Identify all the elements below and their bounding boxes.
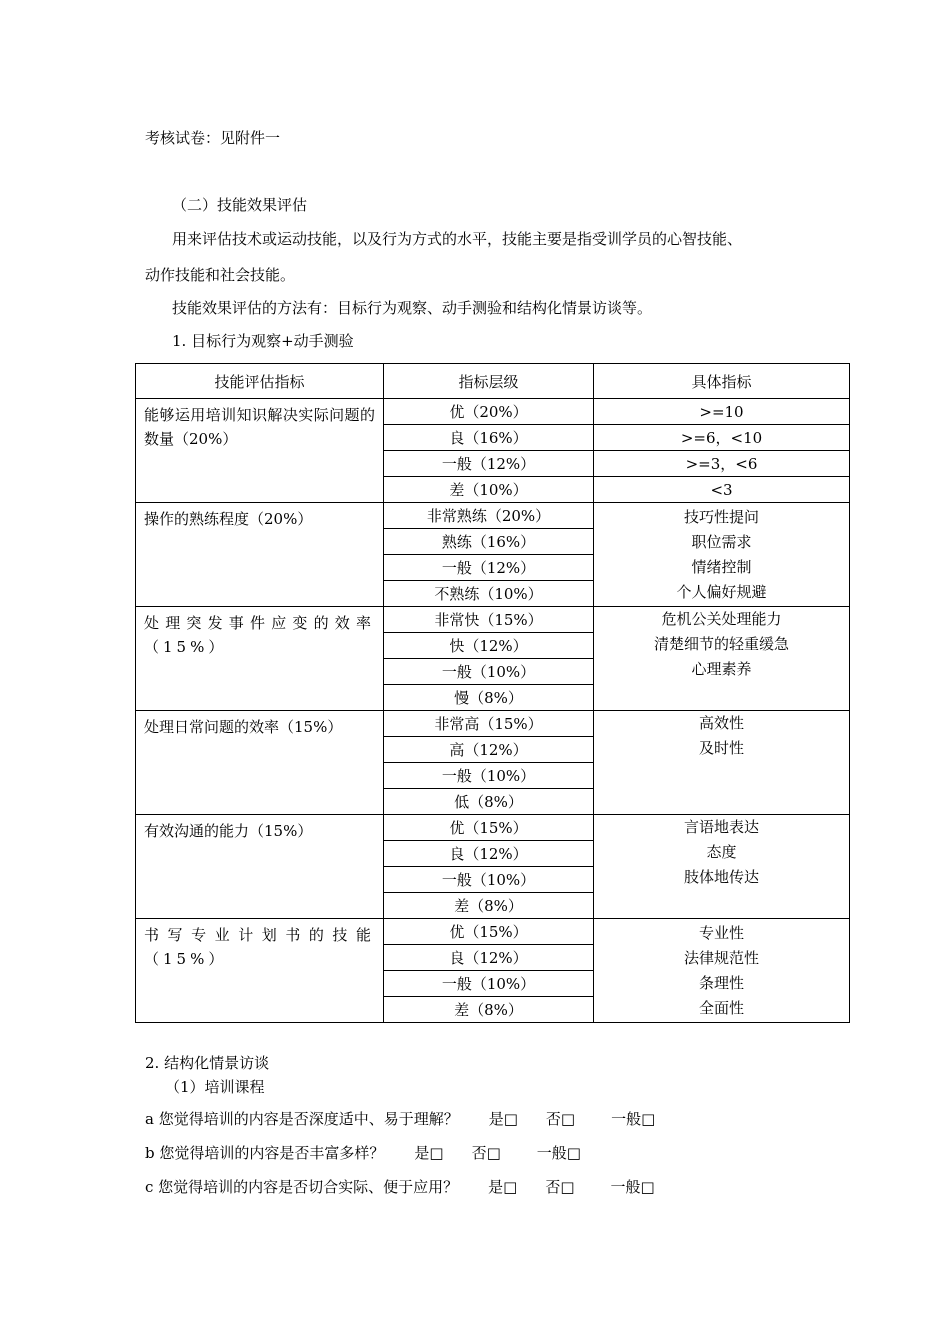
specific-line: 专业性 [698, 923, 744, 942]
indicator-cell: 处理突发事件应变的效率（15%） [136, 607, 384, 711]
header-level: 指标层级 [384, 364, 594, 399]
subsection-title-2: 2. 结构化情景访谈 [145, 1054, 270, 1072]
level-cell: 低（8%） [384, 789, 594, 815]
level-cell: 不熟练（10%） [384, 581, 594, 607]
specific-line: 高效性 [698, 714, 744, 732]
specific-line: 法律规范性 [683, 948, 759, 967]
header-specific: 具体指标 [594, 364, 850, 399]
indicator-cell: 能够运用培训知识解决实际问题的数量（20%） [136, 399, 384, 503]
level-cell: 非常快（15%） [384, 607, 594, 633]
option-yes-checkbox[interactable]: 是□ [488, 1110, 518, 1128]
level-cell: 一般（10%） [384, 659, 594, 685]
table-row [136, 503, 850, 529]
exam-reference: 考核试卷：见附件一 [145, 129, 281, 147]
specific-line: 清楚细节的轻重缓急 [653, 635, 789, 653]
survey-question [145, 1109, 655, 1129]
specific-line: 个人偏好规避 [676, 582, 767, 601]
level-cell: 非常高（15%） [384, 711, 594, 737]
specific-line: 条理性 [698, 973, 744, 992]
specific-cell: >=6，<10 [594, 425, 850, 451]
level-cell: 良（12%） [384, 841, 594, 867]
indicator-cell: 有效沟通的能力（15%） [136, 815, 384, 919]
level-cell: 良（16%） [384, 425, 594, 451]
table-header-row [136, 364, 850, 399]
indicator-cell: 处理日常问题的效率（15%） [136, 711, 384, 815]
option-average-checkbox[interactable]: 一般□ [610, 1178, 655, 1196]
option-yes-checkbox[interactable]: 是□ [488, 1178, 518, 1196]
level-cell: 非常熟练（20%） [384, 503, 594, 529]
indicator-cell: 操作的熟练程度（20%） [136, 503, 384, 607]
level-cell: 一般（10%） [384, 971, 594, 997]
survey-question [145, 1143, 581, 1163]
indicator-cell: 书写专业计划书的技能（15%） [136, 919, 384, 1023]
specific-cell [594, 815, 850, 919]
option-no-checkbox[interactable]: 否□ [471, 1144, 501, 1162]
course-title: （1）培训课程 [165, 1078, 265, 1096]
table-row [136, 399, 850, 425]
specific-line: 技巧性提问 [683, 507, 759, 526]
description-line-2: 动作技能和社会技能。 [145, 266, 296, 284]
section-title: （二）技能效果评估 [172, 196, 308, 214]
specific-line: 危机公关处理能力 [661, 610, 782, 628]
specific-cell: >=10 [594, 399, 850, 425]
table-row [136, 711, 850, 737]
specific-cell: <3 [594, 477, 850, 503]
specific-line: 言语地表达 [683, 818, 759, 836]
question-text: c 您觉得培训的内容是否切合实际、便于应用？ [145, 1178, 459, 1196]
question-text: a 您觉得培训的内容是否深度适中、易于理解？ [145, 1110, 459, 1128]
specific-line: 情绪控制 [691, 557, 752, 576]
level-cell: 一般（12%） [384, 555, 594, 581]
level-cell: 优（15%） [384, 815, 594, 841]
level-cell: 慢（8%） [384, 685, 594, 711]
option-no-checkbox[interactable]: 否□ [545, 1178, 575, 1196]
specific-line: 职位需求 [691, 532, 752, 551]
level-cell: 差（8%） [384, 893, 594, 919]
specific-cell [594, 919, 850, 1023]
specific-cell [594, 503, 850, 607]
specific-line: 全面性 [698, 998, 744, 1017]
level-cell: 差（10%） [384, 477, 594, 503]
description-line-1: 用来评估技术或运动技能，以及行为方式的水平，技能主要是指受训学员的心智技能、 [172, 230, 743, 248]
level-cell: 熟练（16%） [384, 529, 594, 555]
specific-cell [594, 711, 850, 815]
level-cell: 一般（12%） [384, 451, 594, 477]
specific-cell [594, 607, 850, 711]
subsection-title-1: 1. 目标行为观察+动手测验 [172, 332, 354, 350]
specific-line: 及时性 [698, 739, 744, 757]
level-cell: 一般（10%） [384, 867, 594, 893]
option-average-checkbox[interactable]: 一般□ [611, 1110, 656, 1128]
option-no-checkbox[interactable]: 否□ [545, 1110, 576, 1128]
question-text: b 您觉得培训的内容是否丰富多样？ [145, 1144, 385, 1162]
option-average-checkbox[interactable]: 一般□ [536, 1144, 581, 1162]
header-indicator: 技能评估指标 [136, 364, 384, 399]
specific-cell: >=3，<6 [594, 451, 850, 477]
level-cell: 优（15%） [384, 919, 594, 945]
level-cell: 优（20%） [384, 399, 594, 425]
level-cell: 快（12%） [384, 633, 594, 659]
methods-line: 技能效果评估的方法有：目标行为观察、动手测验和结构化情景访谈等。 [172, 299, 653, 317]
specific-line: 态度 [706, 843, 737, 861]
table-row [136, 815, 850, 841]
table-row [136, 919, 850, 945]
level-cell: 高（12%） [384, 737, 594, 763]
level-cell: 差（8%） [384, 997, 594, 1023]
specific-line: 心理素养 [691, 660, 752, 678]
survey-question [145, 1177, 655, 1197]
option-yes-checkbox[interactable]: 是□ [414, 1144, 444, 1162]
table-row [136, 607, 850, 633]
level-cell: 一般（10%） [384, 763, 594, 789]
specific-line: 肢体地传达 [683, 868, 759, 886]
skill-evaluation-table [135, 363, 850, 1023]
level-cell: 良（12%） [384, 945, 594, 971]
